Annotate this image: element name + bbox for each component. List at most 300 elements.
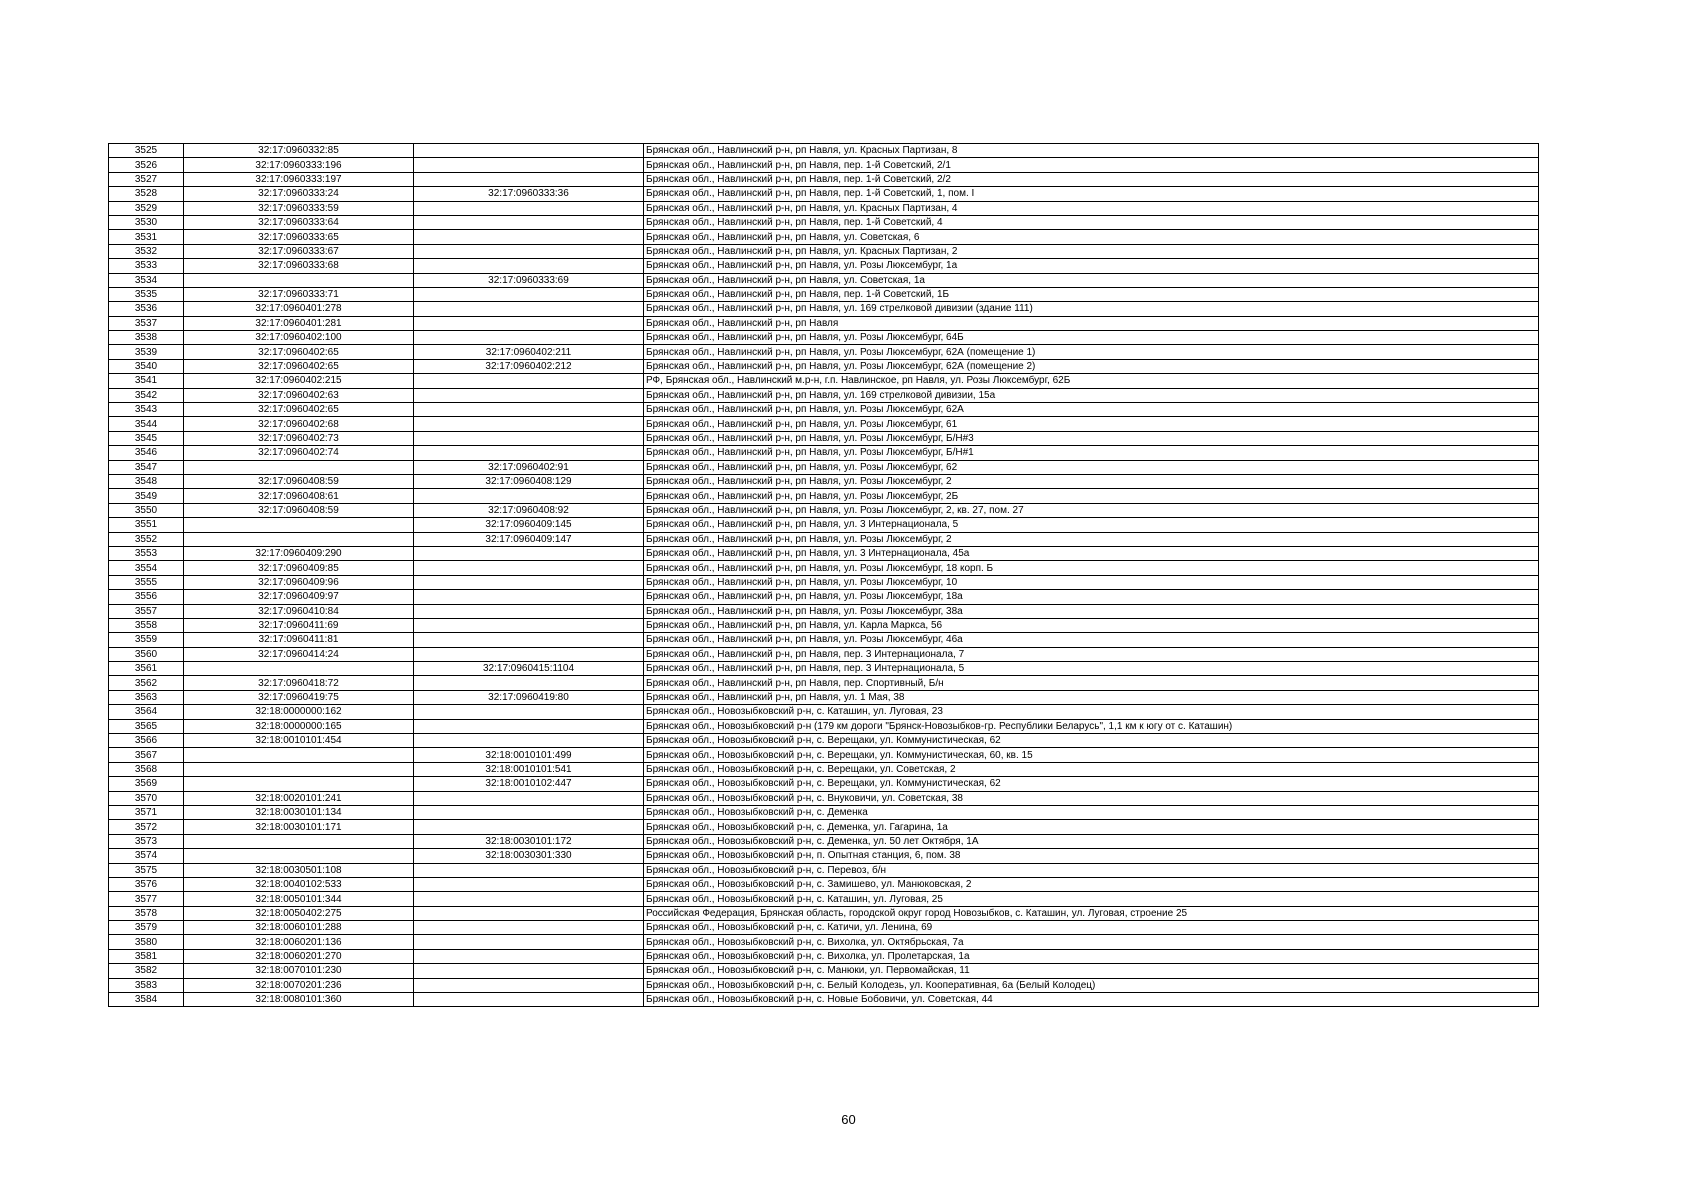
row-number-cell: 3571 <box>109 805 184 819</box>
address-cell: Брянская обл., Новозыбковский р-н, с. Перевоз, б/н <box>644 863 1539 877</box>
object-cadastral-number-cell <box>414 863 644 877</box>
object-cadastral-number-cell <box>414 978 644 992</box>
row-number-cell: 3567 <box>109 748 184 762</box>
row-number-cell: 3561 <box>109 662 184 676</box>
land-cadastral-number-cell: 32:18:0050101:344 <box>184 892 414 906</box>
row-number-cell: 3529 <box>109 201 184 215</box>
address-cell: Брянская обл., Навлинский р-н, рп Навля, ул. Розы Люксембург, 61 <box>644 417 1539 431</box>
table-row <box>109 877 1539 891</box>
row-number-cell: 3552 <box>109 532 184 546</box>
row-number-cell: 3566 <box>109 734 184 748</box>
address-cell: Брянская обл., Навлинский р-н, рп Навля, пер. 3 Интернационала, 7 <box>644 647 1539 661</box>
address-cell: Брянская обл., Навлинский р-н, рп Навля, ул. Красных Партизан, 8 <box>644 144 1539 158</box>
land-cadastral-number-cell: 32:17:0960419:75 <box>184 690 414 704</box>
object-cadastral-number-cell <box>414 964 644 978</box>
land-cadastral-number-cell <box>184 460 414 474</box>
address-cell: Брянская обл., Новозыбковский р-н, с. Каташин, ул. Луговая, 25 <box>644 892 1539 906</box>
row-number-cell: 3554 <box>109 561 184 575</box>
object-cadastral-number-cell: 32:17:0960409:145 <box>414 518 644 532</box>
table-row <box>109 618 1539 632</box>
table-row <box>109 863 1539 877</box>
table-row <box>109 633 1539 647</box>
address-cell: Брянская обл., Навлинский р-н, рп Навля, пер. 1-й Советский, 2/2 <box>644 172 1539 186</box>
object-cadastral-number-cell <box>414 403 644 417</box>
land-cadastral-number-cell: 32:17:0960410:84 <box>184 604 414 618</box>
address-cell: Брянская обл., Навлинский р-н, рп Навля, пер. 3 Интернационала, 5 <box>644 662 1539 676</box>
row-number-cell: 3546 <box>109 446 184 460</box>
address-cell: Брянская обл., Новозыбковский р-н, с. Верещаки, ул. Коммунистическая, 62 <box>644 734 1539 748</box>
table-row <box>109 662 1539 676</box>
object-cadastral-number-cell: 32:17:0960402:91 <box>414 460 644 474</box>
object-cadastral-number-cell: 32:17:0960333:69 <box>414 273 644 287</box>
land-cadastral-number-cell: 32:17:0960333:68 <box>184 259 414 273</box>
table-row <box>109 719 1539 733</box>
object-cadastral-number-cell <box>414 949 644 963</box>
address-cell: Брянская обл., Навлинский р-н, рп Навля, ул. 3 Интернационала, 45а <box>644 546 1539 560</box>
row-number-cell: 3526 <box>109 158 184 172</box>
row-number-cell: 3532 <box>109 244 184 258</box>
address-cell: Брянская обл., Навлинский р-н, рп Навля, ул. Розы Люксембург, Б/Н#1 <box>644 446 1539 460</box>
row-number-cell: 3525 <box>109 144 184 158</box>
address-cell: Брянская обл., Новозыбковский р-н, с. Внуковичи, ул. Советская, 38 <box>644 791 1539 805</box>
land-cadastral-number-cell <box>184 748 414 762</box>
row-number-cell: 3577 <box>109 892 184 906</box>
table-row <box>109 172 1539 186</box>
table-row <box>109 604 1539 618</box>
table-row <box>109 834 1539 848</box>
table-row <box>109 359 1539 373</box>
row-number-cell: 3584 <box>109 993 184 1007</box>
row-number-cell: 3581 <box>109 949 184 963</box>
row-number-cell: 3572 <box>109 820 184 834</box>
row-number-cell: 3533 <box>109 259 184 273</box>
address-cell: Брянская обл., Навлинский р-н, рп Навля, пер. 1-й Советский, 4 <box>644 215 1539 229</box>
table-row <box>109 820 1539 834</box>
table-row <box>109 302 1539 316</box>
row-number-cell: 3560 <box>109 647 184 661</box>
object-cadastral-number-cell <box>414 993 644 1007</box>
page-number: 60 <box>841 1112 856 1127</box>
land-cadastral-number-cell <box>184 518 414 532</box>
row-number-cell: 3580 <box>109 935 184 949</box>
table-row <box>109 201 1539 215</box>
land-cadastral-number-cell: 32:17:0960409:85 <box>184 561 414 575</box>
land-cadastral-number-cell: 32:18:0070201:236 <box>184 978 414 992</box>
row-number-cell: 3536 <box>109 302 184 316</box>
table-row <box>109 431 1539 445</box>
object-cadastral-number-cell <box>414 791 644 805</box>
row-number-cell: 3575 <box>109 863 184 877</box>
row-number-cell: 3543 <box>109 403 184 417</box>
object-cadastral-number-cell <box>414 287 644 301</box>
land-cadastral-number-cell: 32:18:0000000:162 <box>184 705 414 719</box>
object-cadastral-number-cell <box>414 719 644 733</box>
row-number-cell: 3555 <box>109 575 184 589</box>
object-cadastral-number-cell <box>414 331 644 345</box>
address-cell: Брянская обл., Навлинский р-н, рп Навля, ул. Розы Люксембург, 1а <box>644 259 1539 273</box>
object-cadastral-number-cell: 32:18:0030101:172 <box>414 834 644 848</box>
object-cadastral-number-cell <box>414 158 644 172</box>
object-cadastral-number-cell: 32:18:0010102:447 <box>414 777 644 791</box>
object-cadastral-number-cell <box>414 734 644 748</box>
land-cadastral-number-cell: 32:17:0960333:59 <box>184 201 414 215</box>
object-cadastral-number-cell <box>414 230 644 244</box>
address-cell: Брянская обл., Навлинский р-н, рп Навля, ул. Розы Люксембург, 2Б <box>644 489 1539 503</box>
address-cell: Брянская обл., Новозыбковский р-н, с. Верещаки, ул. Коммунистическая, 62 <box>644 777 1539 791</box>
land-cadastral-number-cell: 32:17:0960402:63 <box>184 388 414 402</box>
table-row <box>109 187 1539 201</box>
table-row <box>109 518 1539 532</box>
land-cadastral-number-cell <box>184 777 414 791</box>
table-row <box>109 964 1539 978</box>
address-cell: Брянская обл., Новозыбковский р-н, с. Новые Бобовичи, ул. Советская, 44 <box>644 993 1539 1007</box>
address-cell: РФ, Брянская обл., Навлинский м.р-н, г.п. Навлинское, рп Навля, ул. Розы Люксембург, 62Б <box>644 374 1539 388</box>
table-row <box>109 791 1539 805</box>
row-number-cell: 3548 <box>109 474 184 488</box>
land-cadastral-number-cell: 32:17:0960401:281 <box>184 316 414 330</box>
land-cadastral-number-cell: 32:17:0960333:197 <box>184 172 414 186</box>
address-cell: Брянская обл., Новозыбковский р-н, с. Деменка <box>644 805 1539 819</box>
address-cell: Брянская обл., Навлинский р-н, рп Навля, ул. Розы Люксембург, 10 <box>644 575 1539 589</box>
table-row <box>109 287 1539 301</box>
address-cell: Брянская обл., Навлинский р-н, рп Навля, пер. 1-й Советский, 2/1 <box>644 158 1539 172</box>
land-cadastral-number-cell: 32:18:0060101:288 <box>184 921 414 935</box>
object-cadastral-number-cell <box>414 546 644 560</box>
row-number-cell: 3544 <box>109 417 184 431</box>
table-body <box>109 144 1539 1007</box>
object-cadastral-number-cell: 32:17:0960409:147 <box>414 532 644 546</box>
row-number-cell: 3534 <box>109 273 184 287</box>
address-cell: Брянская обл., Навлинский р-н, рп Навля, ул. 1 Мая, 38 <box>644 690 1539 704</box>
address-cell: Брянская обл., Новозыбковский р-н, с. Катичи, ул. Ленина, 69 <box>644 921 1539 935</box>
object-cadastral-number-cell <box>414 417 644 431</box>
land-cadastral-number-cell: 32:17:0960402:65 <box>184 359 414 373</box>
object-cadastral-number-cell <box>414 489 644 503</box>
land-cadastral-number-cell: 32:17:0960418:72 <box>184 676 414 690</box>
address-cell: Брянская обл., Новозыбковский р-н, с. Верещаки, ул. Коммунистическая, 60, кв. 15 <box>644 748 1539 762</box>
object-cadastral-number-cell: 32:17:0960408:129 <box>414 474 644 488</box>
table-row <box>109 993 1539 1007</box>
object-cadastral-number-cell: 32:18:0030301:330 <box>414 849 644 863</box>
table-row <box>109 403 1539 417</box>
object-cadastral-number-cell <box>414 374 644 388</box>
row-number-cell: 3553 <box>109 546 184 560</box>
row-number-cell: 3535 <box>109 287 184 301</box>
land-cadastral-number-cell <box>184 532 414 546</box>
object-cadastral-number-cell <box>414 575 644 589</box>
address-cell: Брянская обл., Навлинский р-н, рп Навля, ул. Розы Люксембург, 62А (помещение 2) <box>644 359 1539 373</box>
row-number-cell: 3538 <box>109 331 184 345</box>
object-cadastral-number-cell <box>414 302 644 316</box>
table-row <box>109 575 1539 589</box>
address-cell: Брянская обл., Навлинский р-н, рп Навля, ул. Красных Партизан, 4 <box>644 201 1539 215</box>
row-number-cell: 3565 <box>109 719 184 733</box>
land-cadastral-number-cell: 32:17:0960408:59 <box>184 474 414 488</box>
land-cadastral-number-cell <box>184 273 414 287</box>
table-row <box>109 503 1539 517</box>
address-cell: Российская Федерация, Брянская область, городской округ город Новозыбков, с. Каташин, ул. Луговая, строение 25 <box>644 906 1539 920</box>
object-cadastral-number-cell <box>414 244 644 258</box>
row-number-cell: 3562 <box>109 676 184 690</box>
row-number-cell: 3570 <box>109 791 184 805</box>
table-row <box>109 849 1539 863</box>
row-number-cell: 3582 <box>109 964 184 978</box>
object-cadastral-number-cell <box>414 647 644 661</box>
table-row <box>109 144 1539 158</box>
land-cadastral-number-cell: 32:18:0070101:230 <box>184 964 414 978</box>
row-number-cell: 3569 <box>109 777 184 791</box>
address-cell: Брянская обл., Новозыбковский р-н, с. Вихолка, ул. Пролетарская, 1а <box>644 949 1539 963</box>
land-cadastral-number-cell: 32:17:0960402:68 <box>184 417 414 431</box>
table-row <box>109 762 1539 776</box>
table-row <box>109 215 1539 229</box>
table-row <box>109 259 1539 273</box>
table-row <box>109 331 1539 345</box>
object-cadastral-number-cell: 32:17:0960419:80 <box>414 690 644 704</box>
land-cadastral-number-cell: 32:17:0960333:196 <box>184 158 414 172</box>
row-number-cell: 3568 <box>109 762 184 776</box>
table-row <box>109 316 1539 330</box>
row-number-cell: 3573 <box>109 834 184 848</box>
object-cadastral-number-cell <box>414 316 644 330</box>
address-cell: Брянская обл., Навлинский р-н, рп Навля, ул. Розы Люксембург, 18а <box>644 590 1539 604</box>
object-cadastral-number-cell: 32:17:0960402:211 <box>414 345 644 359</box>
land-cadastral-number-cell: 32:18:0000000:165 <box>184 719 414 733</box>
table-row <box>109 921 1539 935</box>
land-cadastral-number-cell: 32:17:0960333:65 <box>184 230 414 244</box>
address-cell: Брянская обл., Навлинский р-н, рп Навля, ул. Розы Люксембург, Б/Н#3 <box>644 431 1539 445</box>
land-cadastral-number-cell: 32:17:0960333:67 <box>184 244 414 258</box>
land-cadastral-number-cell: 32:18:0080101:360 <box>184 993 414 1007</box>
table-row <box>109 748 1539 762</box>
row-number-cell: 3542 <box>109 388 184 402</box>
address-cell: Брянская обл., Навлинский р-н, рп Навля, ул. 169 стрелковой дивизии (здание 111) <box>644 302 1539 316</box>
address-cell: Брянская обл., Новозыбковский р-н, с. Каташин, ул. Луговая, 23 <box>644 705 1539 719</box>
object-cadastral-number-cell <box>414 201 644 215</box>
object-cadastral-number-cell <box>414 259 644 273</box>
row-number-cell: 3574 <box>109 849 184 863</box>
table-row <box>109 489 1539 503</box>
object-cadastral-number-cell <box>414 172 644 186</box>
land-cadastral-number-cell: 32:17:0960402:100 <box>184 331 414 345</box>
address-cell: Брянская обл., Навлинский р-н, рп Навля, ул. 169 стрелковой дивизии, 15а <box>644 388 1539 402</box>
land-cadastral-number-cell: 32:18:0030101:134 <box>184 805 414 819</box>
table-row <box>109 561 1539 575</box>
land-cadastral-number-cell: 32:18:0010101:454 <box>184 734 414 748</box>
object-cadastral-number-cell <box>414 446 644 460</box>
address-cell: Брянская обл., Новозыбковский р-н, с. Белый Колодезь, ул. Кооперативная, 6а (Белый Колодец) <box>644 978 1539 992</box>
address-cell: Брянская обл., Новозыбковский р-н, с. Вихолка, ул. Октябрьская, 7а <box>644 935 1539 949</box>
land-cadastral-number-cell: 32:18:0030501:108 <box>184 863 414 877</box>
table-row <box>109 273 1539 287</box>
object-cadastral-number-cell: 32:17:0960408:92 <box>414 503 644 517</box>
land-cadastral-number-cell: 32:17:0960402:65 <box>184 345 414 359</box>
land-cadastral-number-cell: 32:18:0020101:241 <box>184 791 414 805</box>
row-number-cell: 3528 <box>109 187 184 201</box>
object-cadastral-number-cell <box>414 820 644 834</box>
address-cell: Брянская обл., Навлинский р-н, рп Навля, ул. 3 Интернационала, 5 <box>644 518 1539 532</box>
address-cell: Брянская обл., Новозыбковский р-н, с. Деменка, ул. 50 лет Октября, 1А <box>644 834 1539 848</box>
object-cadastral-number-cell <box>414 388 644 402</box>
table-row <box>109 590 1539 604</box>
land-cadastral-number-cell: 32:17:0960409:96 <box>184 575 414 589</box>
land-cadastral-number-cell: 32:18:0060201:136 <box>184 935 414 949</box>
table-row <box>109 805 1539 819</box>
document-table-container <box>108 143 1539 1007</box>
row-number-cell: 3564 <box>109 705 184 719</box>
land-cadastral-number-cell: 32:17:0960411:69 <box>184 618 414 632</box>
table-row <box>109 647 1539 661</box>
address-cell: Брянская обл., Навлинский р-н, рп Навля, ул. Советская, 1а <box>644 273 1539 287</box>
address-cell: Брянская обл., Новозыбковский р-н (179 км дороги "Брянск-Новозыбков-гр. Республики Беларусь", 1,1 км к югу от с. Каташин) <box>644 719 1539 733</box>
address-cell: Брянская обл., Навлинский р-н, рп Навля, ул. Розы Люксембург, 2 <box>644 532 1539 546</box>
object-cadastral-number-cell <box>414 805 644 819</box>
address-cell: Брянская обл., Навлинский р-н, рп Навля, ул. Розы Люксембург, 62А (помещение 1) <box>644 345 1539 359</box>
object-cadastral-number-cell <box>414 705 644 719</box>
row-number-cell: 3559 <box>109 633 184 647</box>
land-cadastral-number-cell: 32:17:0960333:64 <box>184 215 414 229</box>
object-cadastral-number-cell: 32:18:0010101:541 <box>414 762 644 776</box>
object-cadastral-number-cell: 32:17:0960415:1104 <box>414 662 644 676</box>
object-cadastral-number-cell <box>414 676 644 690</box>
row-number-cell: 3541 <box>109 374 184 388</box>
land-cadastral-number-cell: 32:17:0960402:215 <box>184 374 414 388</box>
object-cadastral-number-cell <box>414 431 644 445</box>
object-cadastral-number-cell <box>414 633 644 647</box>
row-number-cell: 3556 <box>109 590 184 604</box>
land-cadastral-number-cell: 32:17:0960408:59 <box>184 503 414 517</box>
object-cadastral-number-cell <box>414 215 644 229</box>
row-number-cell: 3531 <box>109 230 184 244</box>
land-cadastral-number-cell: 32:18:0050402:275 <box>184 906 414 920</box>
row-number-cell: 3563 <box>109 690 184 704</box>
land-cadastral-number-cell: 32:17:0960402:74 <box>184 446 414 460</box>
table-row <box>109 417 1539 431</box>
table-row <box>109 935 1539 949</box>
address-cell: Брянская обл., Навлинский р-н, рп Навля, пер. 1-й Советский, 1, пом. I <box>644 187 1539 201</box>
row-number-cell: 3549 <box>109 489 184 503</box>
address-cell: Брянская обл., Навлинский р-н, рп Навля, пер. Спортивный, Б/н <box>644 676 1539 690</box>
address-cell: Брянская обл., Новозыбковский р-н, с. Замишево, ул. Манюковская, 2 <box>644 877 1539 891</box>
object-cadastral-number-cell <box>414 604 644 618</box>
address-cell: Брянская обл., Навлинский р-н, рп Навля, ул. Розы Люксембург, 18 корп. Б <box>644 561 1539 575</box>
land-cadastral-number-cell: 32:17:0960333:24 <box>184 187 414 201</box>
land-cadastral-number-cell: 32:17:0960409:290 <box>184 546 414 560</box>
land-cadastral-number-cell: 32:18:0060201:270 <box>184 949 414 963</box>
land-cadastral-number-cell: 32:17:0960332:85 <box>184 144 414 158</box>
object-cadastral-number-cell <box>414 877 644 891</box>
table-row <box>109 345 1539 359</box>
row-number-cell: 3540 <box>109 359 184 373</box>
land-cadastral-number-cell: 32:17:0960411:81 <box>184 633 414 647</box>
address-cell: Брянская обл., Новозыбковский р-н, с. Манюки, ул. Первомайская, 11 <box>644 964 1539 978</box>
address-cell: Брянская обл., Навлинский р-н, рп Навля, ул. Карла Маркса, 56 <box>644 618 1539 632</box>
address-cell: Брянская обл., Навлинский р-н, рп Навля, ул. Розы Люксембург, 62 <box>644 460 1539 474</box>
land-cadastral-number-cell: 32:18:0030101:171 <box>184 820 414 834</box>
table-row <box>109 446 1539 460</box>
address-cell: Брянская обл., Навлинский р-н, рп Навля, ул. Розы Люксембург, 46а <box>644 633 1539 647</box>
address-cell: Брянская обл., Новозыбковский р-н, с. Верещаки, ул. Советская, 2 <box>644 762 1539 776</box>
table-row <box>109 892 1539 906</box>
address-cell: Брянская обл., Новозыбковский р-н, с. Деменка, ул. Гагарина, 1а <box>644 820 1539 834</box>
address-cell: Брянская обл., Навлинский р-н, рп Навля, ул. Розы Люксембург, 38а <box>644 604 1539 618</box>
address-cell: Брянская обл., Навлинский р-н, рп Навля, ул. Розы Люксембург, 2, кв. 27, пом. 27 <box>644 503 1539 517</box>
table-row <box>109 734 1539 748</box>
object-cadastral-number-cell <box>414 935 644 949</box>
land-cadastral-number-cell: 32:17:0960333:71 <box>184 287 414 301</box>
object-cadastral-number-cell <box>414 144 644 158</box>
object-cadastral-number-cell: 32:17:0960333:36 <box>414 187 644 201</box>
table-row <box>109 705 1539 719</box>
table-row <box>109 546 1539 560</box>
land-cadastral-number-cell <box>184 662 414 676</box>
table-row <box>109 949 1539 963</box>
land-cadastral-number-cell: 32:18:0040102:533 <box>184 877 414 891</box>
address-cell: Брянская обл., Новозыбковский р-н, п. Опытная станция, 6, пом. 38 <box>644 849 1539 863</box>
table-row <box>109 388 1539 402</box>
land-cadastral-number-cell <box>184 834 414 848</box>
object-cadastral-number-cell <box>414 590 644 604</box>
land-cadastral-number-cell: 32:17:0960414:24 <box>184 647 414 661</box>
table-row <box>109 230 1539 244</box>
row-number-cell: 3557 <box>109 604 184 618</box>
property-table <box>108 143 1539 1007</box>
table-row <box>109 690 1539 704</box>
object-cadastral-number-cell <box>414 561 644 575</box>
land-cadastral-number-cell: 32:17:0960402:65 <box>184 403 414 417</box>
address-cell: Брянская обл., Навлинский р-н, рп Навля <box>644 316 1539 330</box>
table-row <box>109 978 1539 992</box>
table-row <box>109 906 1539 920</box>
row-number-cell: 3551 <box>109 518 184 532</box>
row-number-cell: 3547 <box>109 460 184 474</box>
table-row <box>109 777 1539 791</box>
address-cell: Брянская обл., Навлинский р-н, рп Навля, ул. Красных Партизан, 2 <box>644 244 1539 258</box>
row-number-cell: 3579 <box>109 921 184 935</box>
land-cadastral-number-cell: 32:17:0960401:278 <box>184 302 414 316</box>
row-number-cell: 3550 <box>109 503 184 517</box>
row-number-cell: 3578 <box>109 906 184 920</box>
address-cell: Брянская обл., Навлинский р-н, рп Навля, ул. Розы Люксембург, 64Б <box>644 331 1539 345</box>
object-cadastral-number-cell <box>414 618 644 632</box>
object-cadastral-number-cell <box>414 892 644 906</box>
object-cadastral-number-cell <box>414 906 644 920</box>
address-cell: Брянская обл., Навлинский р-н, рп Навля, ул. Советская, 6 <box>644 230 1539 244</box>
land-cadastral-number-cell: 32:17:0960408:61 <box>184 489 414 503</box>
address-cell: Брянская обл., Навлинский р-н, рп Навля, ул. Розы Люксембург, 2 <box>644 474 1539 488</box>
row-number-cell: 3583 <box>109 978 184 992</box>
row-number-cell: 3537 <box>109 316 184 330</box>
row-number-cell: 3539 <box>109 345 184 359</box>
address-cell: Брянская обл., Навлинский р-н, рп Навля, пер. 1-й Советский, 1Б <box>644 287 1539 301</box>
table-row <box>109 474 1539 488</box>
row-number-cell: 3545 <box>109 431 184 445</box>
land-cadastral-number-cell <box>184 849 414 863</box>
table-row <box>109 532 1539 546</box>
table-row <box>109 244 1539 258</box>
object-cadastral-number-cell: 32:17:0960402:212 <box>414 359 644 373</box>
table-row <box>109 158 1539 172</box>
land-cadastral-number-cell: 32:17:0960402:73 <box>184 431 414 445</box>
row-number-cell: 3576 <box>109 877 184 891</box>
object-cadastral-number-cell <box>414 921 644 935</box>
object-cadastral-number-cell: 32:18:0010101:499 <box>414 748 644 762</box>
row-number-cell: 3558 <box>109 618 184 632</box>
row-number-cell: 3530 <box>109 215 184 229</box>
table-row <box>109 460 1539 474</box>
table-row <box>109 374 1539 388</box>
address-cell: Брянская обл., Навлинский р-н, рп Навля, ул. Розы Люксембург, 62А <box>644 403 1539 417</box>
